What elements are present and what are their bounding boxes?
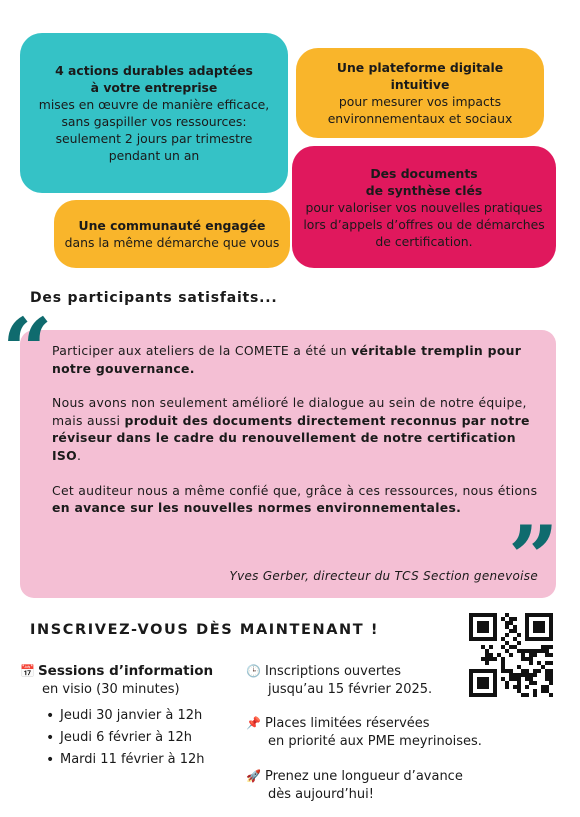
- testimonial-text: Cet auditeur nous a même confié que, grâce à ces ressources, nous étions: [52, 482, 538, 498]
- session-date: • Jeudi 30 janvier à 12h: [46, 707, 213, 725]
- info-get-ahead: [246, 767, 463, 804]
- testimonial-text: .: [76, 447, 82, 463]
- info-text: dès aujourd’hui!: [268, 787, 374, 802]
- participants-heading: Des participants satisfaits...: [30, 290, 278, 306]
- card-text: pour valoriser vos nouvelles pratiques lors d’appels d’offres ou de démarches de certification.: [303, 199, 545, 249]
- info-registration-open: [246, 662, 432, 699]
- card-text: pour mesurer vos impacts environnementaux et sociaux: [327, 94, 513, 126]
- info-text: en priorité aux PME meyrinoises.: [268, 734, 482, 749]
- rocket-icon: 🚀: [246, 769, 261, 783]
- testimonial-highlight: produit des documents directement reconnus par notre réviseur dans le cadre du renouvellement de notre certification ISO: [52, 412, 530, 463]
- card-community: [54, 200, 290, 268]
- card-sustainable-actions: [20, 33, 288, 193]
- close-quote-icon: ”: [508, 506, 559, 610]
- card-text: dans la même démarche que vous: [64, 235, 280, 250]
- session-date: • Mardi 11 février à 12h: [46, 751, 213, 769]
- testimonial-text: Nous avons non seulement amélioré le dialogue au sein de notre équipe, mais aussi: [52, 395, 527, 428]
- info-text: Places limitées réservées: [264, 716, 430, 731]
- card-title: Des documents: [370, 165, 478, 181]
- testimonial-author: Yves Gerber, directeur du TCS Section genevoise: [229, 569, 538, 584]
- testimonial-paragraph: [52, 342, 538, 377]
- card-title: de synthèse clés: [365, 182, 483, 198]
- card-title: Une plateforme digitale intuitive: [336, 60, 504, 92]
- info-text: jusqu’au 15 février 2025.: [268, 682, 433, 697]
- qr-code[interactable]: [469, 613, 553, 697]
- card-title: Une communauté engagée: [78, 218, 266, 233]
- testimonial-highlight: en avance sur les nouvelles normes environnementales.: [52, 500, 462, 516]
- card-text: mises en œuvre de manière efficace, sans gaspiller vos ressources:: [38, 97, 270, 129]
- card-digital-platform: [296, 48, 544, 138]
- card-text: seulement 2 jours par trimestre pendant un an: [55, 131, 253, 163]
- card-title: 4 actions durables adaptées: [55, 63, 253, 78]
- card-synthesis-documents: [292, 146, 556, 268]
- register-heading: INSCRIVEZ-VOUS DÈS MAINTENANT !: [30, 622, 380, 638]
- info-text: Inscriptions ouvertes: [264, 664, 402, 679]
- session-dates: [20, 707, 213, 769]
- testimonial-highlight: véritable tremplin pour notre gouvernance.: [52, 343, 522, 376]
- sessions-subtitle: en visio (30 minutes): [42, 682, 180, 697]
- session-date: • Jeudi 6 février à 12h: [46, 729, 213, 747]
- testimonial-box: [20, 330, 556, 598]
- testimonial-paragraph: [52, 482, 538, 517]
- pushpin-icon: 📌: [246, 716, 261, 730]
- testimonial-paragraph: [52, 394, 538, 464]
- card-title: à votre entreprise: [90, 80, 218, 95]
- clock-icon: 🕒: [246, 664, 261, 678]
- sessions-title: Sessions d’information: [37, 663, 214, 679]
- info-limited-places: [246, 714, 482, 751]
- testimonial-text: Participer aux ateliers de la COMETE a été un: [52, 343, 352, 358]
- info-text: Prenez une longueur d’avance: [264, 769, 463, 784]
- open-quote-icon: “: [2, 298, 53, 402]
- info-sessions: [20, 662, 213, 773]
- calendar-icon: 📅: [20, 664, 35, 678]
